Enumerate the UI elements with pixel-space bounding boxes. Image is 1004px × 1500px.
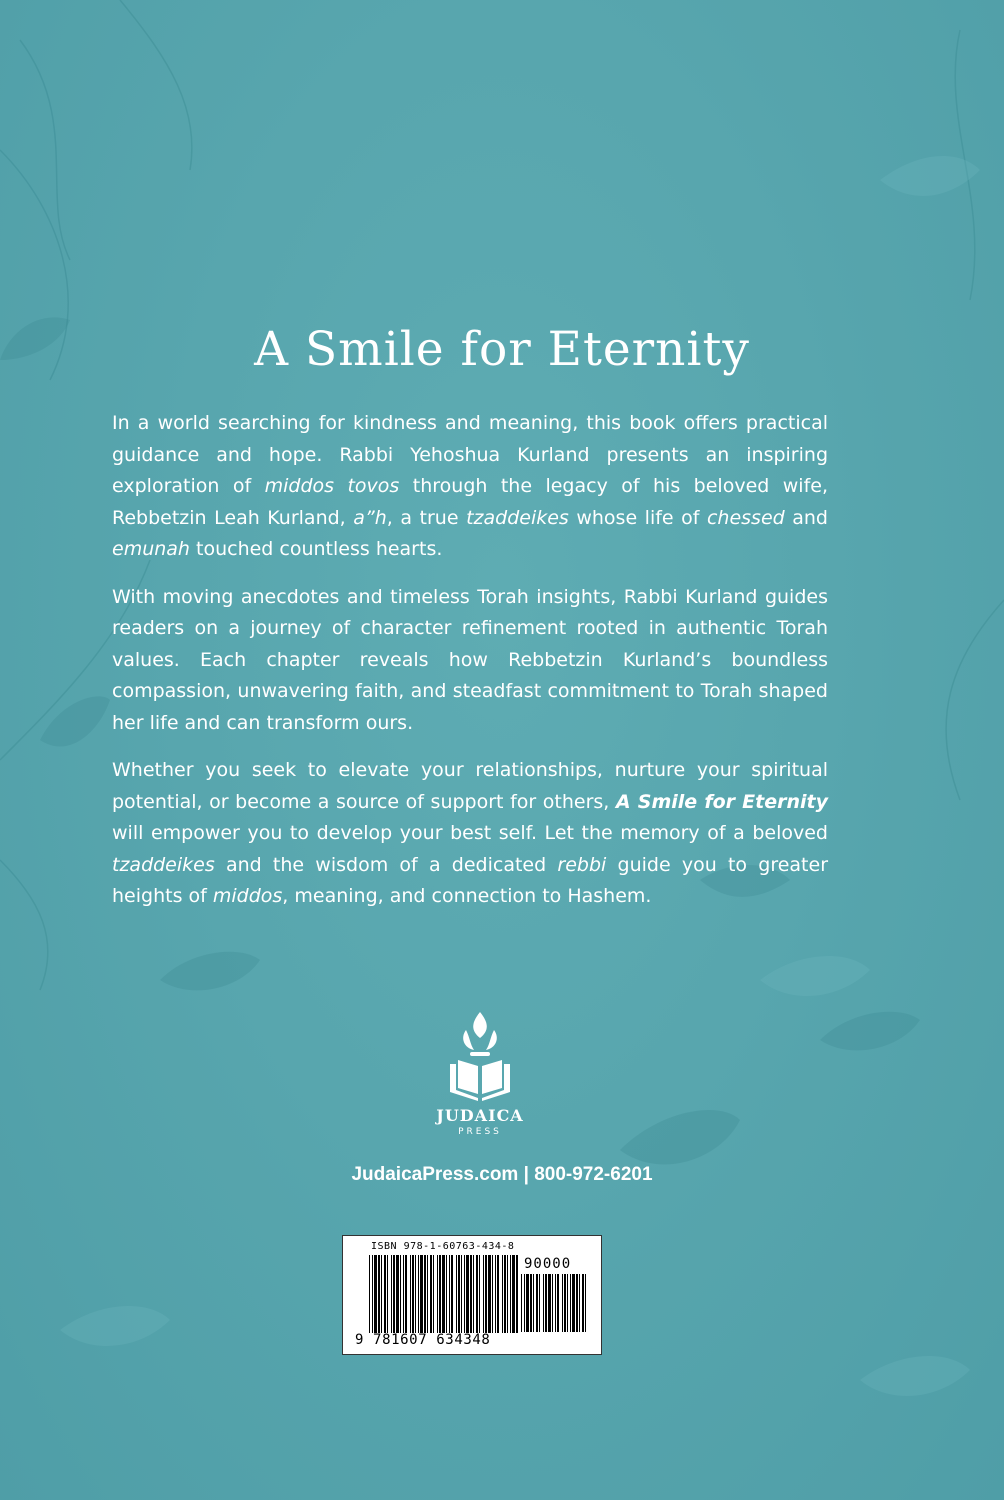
publisher-contact[interactable]: JudaicaPress.com | 800-972-6201 xyxy=(351,1164,653,1185)
barcode-bar xyxy=(405,1255,407,1333)
barcode-bar xyxy=(461,1255,462,1333)
barcode-bar xyxy=(393,1255,395,1333)
barcode-bar xyxy=(374,1255,377,1333)
text-run: , meaning, and connection to Hashem. xyxy=(282,885,652,907)
judaica-press-logo xyxy=(420,1008,540,1138)
barcode-bar xyxy=(576,1274,578,1332)
barcode-bar xyxy=(473,1255,474,1333)
barcode-bar xyxy=(381,1255,382,1333)
barcode-bar xyxy=(526,1274,529,1332)
text-run: through the legacy of his beloved wife, Rebbetzin Leah Kurland, xyxy=(112,475,828,529)
barcode-bar xyxy=(582,1274,584,1332)
barcode-bar xyxy=(430,1255,432,1333)
italic-term: rebbi xyxy=(557,853,607,876)
barcode-bar xyxy=(418,1255,419,1333)
barcode-bar xyxy=(378,1255,380,1333)
barcode-bar xyxy=(449,1255,450,1333)
text-run: whose life of xyxy=(568,506,707,529)
barcode-bar xyxy=(539,1274,540,1332)
barcode-bar xyxy=(567,1274,568,1332)
isbn-text: ISBN 978-1-60763-434-8 xyxy=(371,1241,515,1252)
barcode-bar xyxy=(410,1255,411,1333)
barcode-bar xyxy=(446,1255,447,1333)
text-run: , a true xyxy=(386,506,467,529)
barcode-bar xyxy=(476,1255,478,1333)
barcode-bar xyxy=(485,1255,487,1333)
barcode-bar xyxy=(420,1255,423,1333)
blurb-paragraph xyxy=(112,408,828,566)
barcode-bar xyxy=(545,1274,547,1332)
text-run: and xyxy=(784,506,828,529)
text-run: guide you to greater heights of xyxy=(112,853,829,907)
barcode-bar xyxy=(387,1255,388,1333)
addon-barcode-bars xyxy=(521,1274,587,1332)
logo-subtitle: PRESS xyxy=(458,1127,502,1137)
barcode-number: 9 781607 634348 xyxy=(355,1332,491,1348)
barcode-bar xyxy=(415,1255,416,1333)
logo-wordmark: JUDAICA xyxy=(436,1106,524,1125)
barcode-bar xyxy=(424,1255,426,1333)
barcode-bar xyxy=(570,1274,571,1332)
text-run: will empower you to develop your best self. Let the memory of a beloved xyxy=(112,822,828,844)
barcode-bar xyxy=(552,1274,553,1332)
barcode-bar xyxy=(391,1255,392,1333)
italic-term: emunah xyxy=(112,538,190,560)
barcode-bar xyxy=(524,1274,525,1332)
barcode-bar xyxy=(427,1255,428,1333)
barcode-bar xyxy=(369,1255,370,1333)
barcode-bar xyxy=(510,1255,511,1333)
barcode-bar xyxy=(488,1255,491,1333)
blurb-paragraph xyxy=(112,582,828,740)
italic-term: chessed xyxy=(706,506,785,529)
barcode-bar xyxy=(412,1255,414,1333)
italic-term: middos xyxy=(212,885,283,907)
barcode-bar xyxy=(548,1274,551,1332)
back-cover-blurb xyxy=(112,408,828,929)
barcode-bar xyxy=(458,1255,460,1333)
price-code: 90000 xyxy=(524,1256,572,1272)
barcode-bar xyxy=(400,1255,401,1333)
barcode-bar xyxy=(495,1255,496,1333)
barcode-bar xyxy=(483,1255,484,1333)
barcode-bar xyxy=(439,1255,441,1333)
barcode-bar xyxy=(456,1255,457,1333)
text-run: and the wisdom of a dedicated xyxy=(214,853,558,876)
barcode-bar xyxy=(572,1274,575,1332)
italic-term: middos tovos xyxy=(264,475,400,497)
barcode-bar xyxy=(585,1274,586,1332)
text-run: With moving anecdotes and timeless Torah insights, Rabbi Kurland guides readers on a journey of character refinement rooted in authentic Torah values. Each chapter reveals how Rebbetzin Kurland’s boundless compassion, unwavering faith, and steadfast commitment to Torah shaped her life and can transform ours. xyxy=(112,585,828,734)
text-run: touched countless hearts. xyxy=(189,538,443,560)
title-reference: A Smile for Eternity xyxy=(615,790,828,813)
barcode-bar xyxy=(470,1255,472,1333)
barcode-bar xyxy=(442,1255,445,1333)
barcode-bar xyxy=(466,1255,469,1333)
barcode-bar xyxy=(492,1255,493,1333)
barcode-bar xyxy=(530,1274,532,1332)
italic-term: tzaddeikes xyxy=(112,853,215,876)
barcode-bar xyxy=(372,1255,373,1333)
barcode-bar xyxy=(536,1274,538,1332)
barcode-bar xyxy=(555,1274,556,1332)
barcode-bar xyxy=(516,1255,518,1333)
barcode-bar xyxy=(433,1255,434,1333)
blurb-paragraph xyxy=(112,755,828,913)
book-title: A Smile for Eternity xyxy=(254,322,750,377)
isbn-barcode xyxy=(342,1235,602,1355)
italic-term: a”h xyxy=(353,506,387,529)
barcode-bar xyxy=(437,1255,438,1333)
barcode-bar xyxy=(479,1255,480,1333)
barcode-bars xyxy=(369,1255,519,1333)
barcode-bar xyxy=(502,1255,503,1333)
barcode-bar xyxy=(533,1274,534,1332)
barcode-bar xyxy=(451,1255,453,1333)
barcode-bar xyxy=(562,1274,563,1332)
barcode-bar xyxy=(564,1274,566,1332)
barcode-bar xyxy=(557,1274,559,1332)
barcode-bar xyxy=(521,1274,522,1332)
barcode-bar xyxy=(464,1255,465,1333)
barcode-bar xyxy=(396,1255,399,1333)
barcode-bar xyxy=(403,1255,404,1333)
text-run: In a world searching for kindness and meaning, this book offers practical guidance and hope. Rabbi Yehoshua Kurland presents an inspiring exploration of xyxy=(112,412,828,497)
text-run: Whether you seek to elevate your relationships, nurture your spiritual potential, or become a source of support for others, xyxy=(112,759,828,813)
barcode-bar xyxy=(497,1255,499,1333)
barcode-bar xyxy=(504,1255,506,1333)
barcode-bar xyxy=(512,1255,515,1333)
barcode-bar xyxy=(543,1274,544,1332)
barcode-bar xyxy=(579,1274,580,1332)
barcode-bar xyxy=(507,1255,508,1333)
italic-term: tzaddeikes xyxy=(466,506,569,529)
barcode-bar xyxy=(384,1255,386,1333)
